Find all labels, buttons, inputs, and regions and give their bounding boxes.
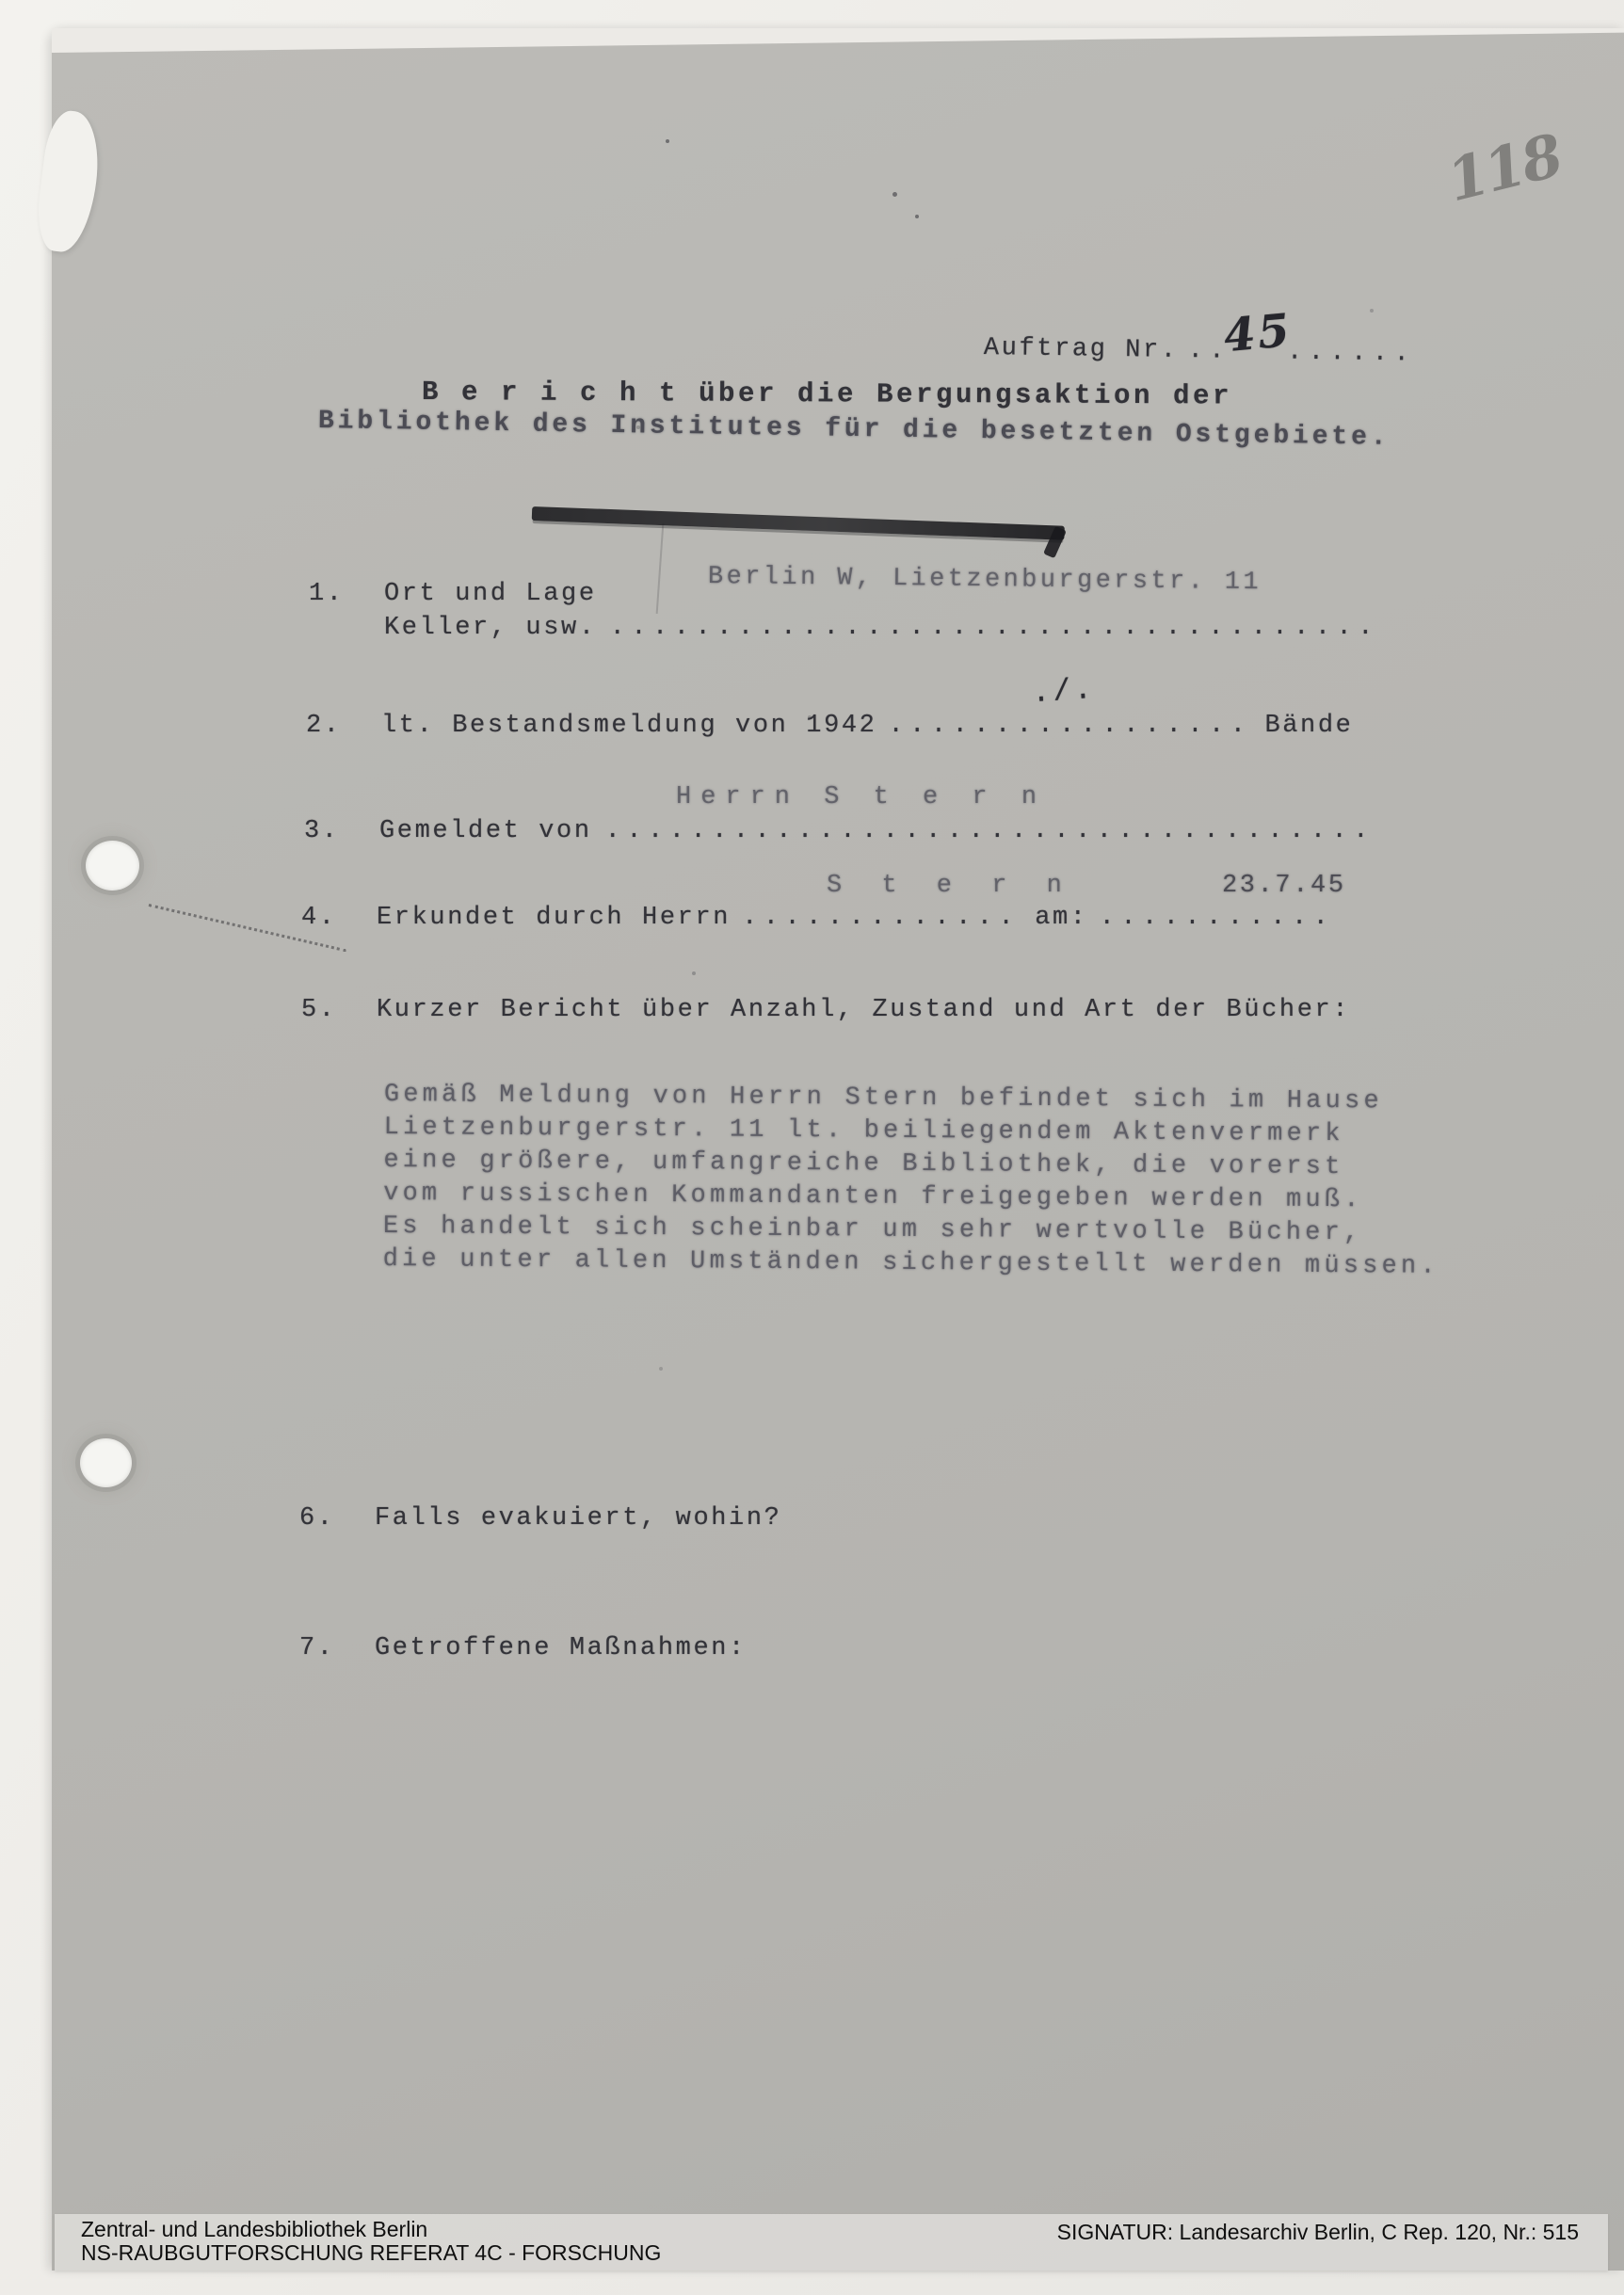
field-number: 2. (306, 712, 342, 740)
order-number-label: Auftrag Nr. (983, 334, 1179, 365)
order-dots-before: .. (1187, 337, 1231, 366)
field-number: 1. (309, 580, 345, 608)
paragraph-line: Lietzenburgerstr. 11 lt. beiliegendem Aktenvermerk (383, 1113, 1344, 1149)
footer-signature: SIGNATUR: Landesarchiv Berlin, C Rep. 120, Nr.: 515 (1056, 2220, 1579, 2244)
report-title-line1: B e r i c h t über die Bergungsaktion der (421, 377, 1233, 412)
field-mid-label: am: (1035, 904, 1088, 932)
field-label: Gemeldet von (379, 817, 592, 845)
report-paragraph (383, 1079, 1441, 1284)
field-label: Erkundet durch Herrn (377, 904, 732, 932)
field-label: Getroffene Maßnahmen: (375, 1634, 747, 1662)
field-label: Ort und Lage (384, 580, 597, 608)
field-number: 4. (301, 904, 337, 932)
form-field-7 (299, 1634, 747, 1662)
field-4-answer: S t e r n (827, 872, 1074, 900)
paragraph-line: vom russischen Kommandanten freigegeben werden muß. (383, 1179, 1363, 1215)
order-number-value: 45 (1221, 303, 1294, 363)
field-number: 5. (301, 996, 337, 1024)
form-field-1-line2 (309, 614, 1379, 642)
paragraph-line: Es handelt sich scheinbar um sehr wertvolle Bücher, (382, 1212, 1363, 1248)
field-suffix: Bände (1264, 712, 1354, 740)
ink-speck (666, 139, 669, 143)
field-number: 7. (299, 1634, 335, 1662)
ink-speck (692, 971, 696, 975)
field-number: 6. (299, 1504, 335, 1533)
dotted-line: .................................... (604, 817, 1375, 845)
form-field-2 (306, 712, 1353, 740)
paragraph-line: die unter allen Umständen sichergestellt werden müssen. (382, 1244, 1439, 1281)
paragraph-line: Gemäß Meldung von Herrn Stern befindet sich im Hause (383, 1081, 1383, 1116)
ink-speck (1370, 309, 1374, 313)
punch-hole-top (86, 841, 139, 891)
form-field-6 (299, 1504, 781, 1533)
ink-speck (915, 215, 919, 218)
dotted-line: .................................... (609, 614, 1379, 642)
field-3-answer: Herrn S t e r n (676, 783, 1047, 811)
order-dots-after: ...... (1286, 338, 1416, 369)
field-label: lt. Bestandsmeldung von 1942 (381, 712, 877, 740)
report-title-line2: Bibliothek des Institutes für die besetzten Ostgebiete. (317, 407, 1391, 453)
form-field-1 (309, 580, 597, 608)
dotted-line: ............. (742, 904, 1021, 932)
dotted-line: ................. (888, 712, 1252, 740)
field-1-answer: Berlin W, Lietzenburgerstr. 11 (707, 563, 1262, 598)
ink-speck (892, 192, 897, 197)
dotted-line-2: ........... (1099, 904, 1335, 932)
footer-left-block (81, 2218, 661, 2265)
field-label-line2: Keller, usw. (384, 614, 597, 642)
footer-department: NS-RAUBGUTFORSCHUNG REFERAT 4C - FORSCHUNG (81, 2240, 662, 2265)
field-number: 3. (304, 817, 340, 845)
ink-speck (659, 1367, 663, 1371)
field-label: Kurzer Bericht über Anzahl, Zustand und Art der Bücher: (377, 996, 1351, 1024)
field-4-date: 23.7.45 (1222, 872, 1346, 900)
field-label: Falls evakuiert, wohin? (375, 1504, 782, 1533)
punch-hole-bottom (80, 1438, 132, 1487)
form-field-5 (301, 996, 1350, 1024)
paragraph-line: eine größere, umfangreiche Bibliothek, die vorerst (383, 1146, 1344, 1182)
form-field-3 (304, 817, 1375, 845)
handwritten-page-number: 118 (1439, 120, 1568, 216)
form-field-4 (301, 904, 1334, 932)
field-2-annotation: ./. (1030, 671, 1096, 712)
footer-institution: Zentral- und Landesbibliothek Berlin (81, 2217, 428, 2241)
order-number-line (983, 303, 1416, 371)
